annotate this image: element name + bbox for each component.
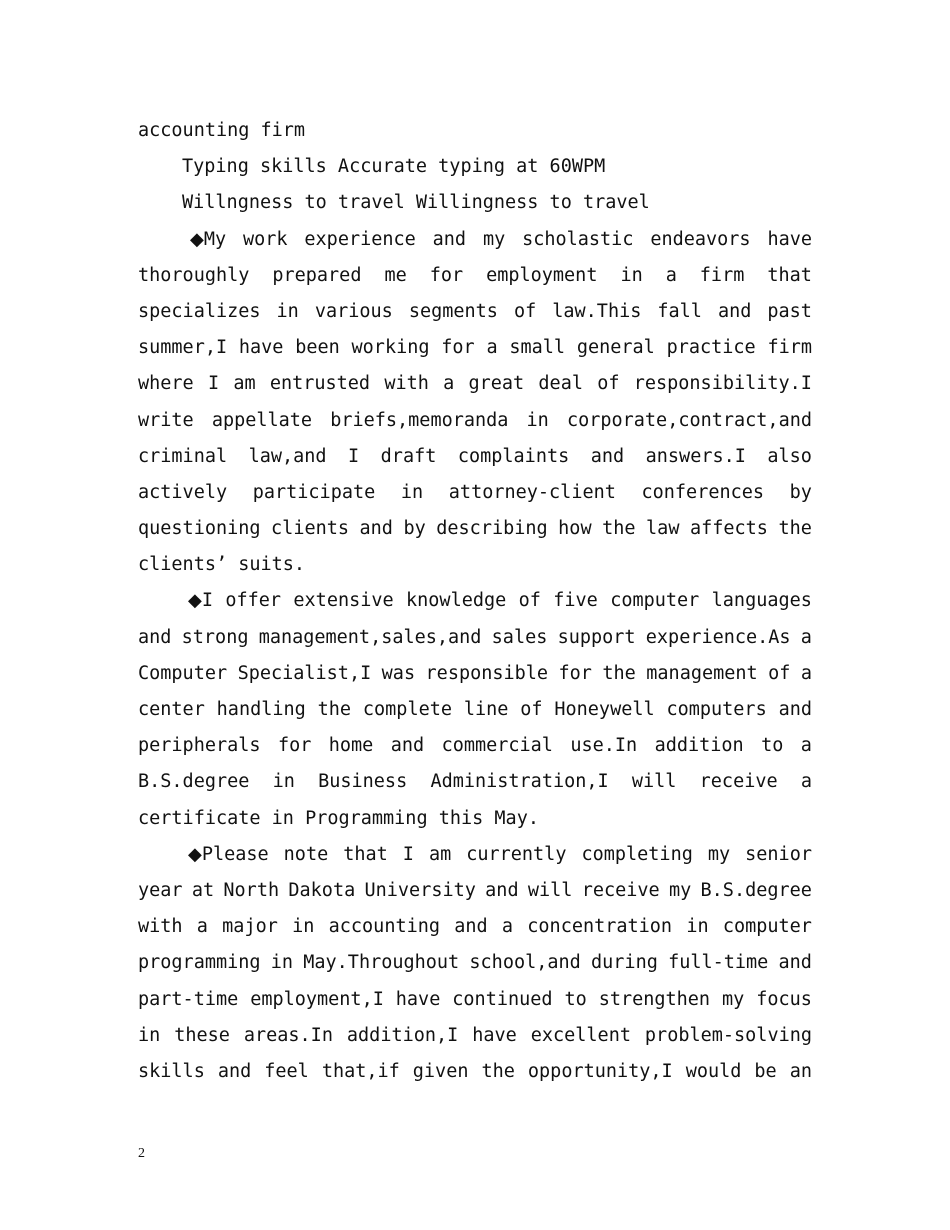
word: and <box>778 952 812 974</box>
word: opportunity,I <box>527 1060 673 1082</box>
text-line <box>138 945 812 981</box>
word: a <box>800 735 812 757</box>
word: with <box>384 373 429 395</box>
word: law,and <box>248 445 327 467</box>
word: of <box>768 662 791 684</box>
text-line <box>138 294 812 330</box>
word: a <box>501 916 514 938</box>
word: past <box>767 300 812 322</box>
word: complaints <box>457 445 570 467</box>
text-line <box>138 692 812 728</box>
word: conferences <box>641 481 765 503</box>
word: deal <box>538 373 583 395</box>
word: these <box>174 1024 230 1046</box>
word: knowledge <box>406 590 507 612</box>
word: and <box>359 518 393 540</box>
word: I <box>207 373 220 395</box>
word: that,if <box>321 1060 400 1082</box>
word: completing <box>581 843 693 865</box>
word: criminal <box>138 445 228 467</box>
word: May.Throughout <box>303 952 460 974</box>
word: computer <box>610 590 700 612</box>
word: experience <box>304 228 416 250</box>
word: was <box>381 662 416 684</box>
word: participate <box>252 481 376 503</box>
text-line <box>138 873 812 909</box>
word: employment <box>486 264 598 286</box>
text-line <box>138 330 812 366</box>
text-line: accounting firm <box>138 120 306 141</box>
word: complete <box>362 699 452 720</box>
word: and <box>485 879 519 901</box>
word: and <box>717 300 752 322</box>
word: actively <box>138 481 228 503</box>
word: responsibility.I <box>633 373 812 395</box>
word: strong <box>181 626 249 648</box>
word: commercial <box>441 735 553 757</box>
word: computer <box>722 916 812 938</box>
word: Business <box>318 771 408 793</box>
word: addition <box>654 735 744 757</box>
word: thoroughly <box>138 264 250 286</box>
word: for <box>277 735 312 757</box>
word: summer,I <box>138 337 228 359</box>
page-number: 2 <box>138 1146 145 1161</box>
word: the <box>602 662 636 684</box>
text-line <box>138 620 812 656</box>
word: a <box>486 337 498 359</box>
word: am <box>428 843 452 865</box>
word: where <box>138 373 194 395</box>
text-line: certificate in Programming this May. <box>138 807 539 829</box>
word: a <box>443 373 455 395</box>
word: firm <box>767 337 812 359</box>
word: and <box>432 228 467 250</box>
word: the <box>778 518 812 540</box>
word: for <box>429 264 464 286</box>
word: offer <box>225 590 282 612</box>
text-line: Typing skills Accurate typing at 60WPM <box>182 156 606 178</box>
word: during <box>591 952 658 974</box>
word: handling <box>216 699 306 720</box>
word: questioning <box>138 518 261 540</box>
word: strengthen <box>598 988 711 1010</box>
word: five <box>553 590 598 612</box>
word: peripherals <box>138 735 261 757</box>
word: have <box>472 1024 517 1046</box>
word: in <box>276 300 299 322</box>
word: by <box>403 518 426 540</box>
word: have <box>238 337 284 359</box>
word: have <box>767 228 812 250</box>
word: answers.I <box>645 445 746 467</box>
word: B.S.degree <box>138 771 250 793</box>
word: endeavors <box>650 228 751 250</box>
word: University <box>364 879 476 901</box>
word: been <box>295 337 340 359</box>
text-line <box>138 656 812 692</box>
text-line: clients’ suits. <box>138 554 306 576</box>
word: an <box>789 1060 812 1082</box>
word: specializes <box>138 300 261 322</box>
word: and <box>138 626 172 648</box>
word: skills <box>138 1060 205 1082</box>
word: home <box>328 735 374 757</box>
word: have <box>395 988 441 1010</box>
text-line <box>138 403 812 439</box>
word: prepared <box>272 264 362 286</box>
text-line <box>138 475 812 511</box>
word: of <box>513 300 537 322</box>
word: management <box>646 662 758 684</box>
word: in <box>686 916 709 938</box>
word: my <box>482 228 506 250</box>
word: Dakota <box>288 879 356 901</box>
paragraph-first-line <box>138 222 812 258</box>
word: of <box>520 699 543 720</box>
bullet-diamond-icon: ◆I <box>188 590 213 612</box>
word: of <box>597 373 620 395</box>
word: I <box>402 843 414 865</box>
text-line <box>138 728 812 764</box>
word: extensive <box>293 590 394 612</box>
word: given <box>412 1060 469 1082</box>
word: accounting <box>328 916 441 938</box>
word: concentration <box>527 916 673 938</box>
word: for <box>441 337 475 359</box>
word: B.S.degree <box>700 879 812 901</box>
word: my <box>707 843 731 865</box>
word: school,and <box>469 952 581 974</box>
word: my <box>722 988 745 1010</box>
word: by <box>789 481 812 503</box>
text-line <box>138 511 812 547</box>
paragraph-first-line <box>138 837 812 873</box>
word: and <box>390 735 425 757</box>
word: and <box>590 445 625 467</box>
word: currently <box>466 843 567 865</box>
word: be <box>754 1060 777 1082</box>
word: Computer <box>138 662 228 684</box>
word: fall <box>657 300 702 322</box>
word: in <box>400 481 424 503</box>
word: describing <box>436 518 548 540</box>
word: in <box>526 409 549 431</box>
word: addition,I <box>346 1024 459 1046</box>
word: in <box>270 952 294 974</box>
text-line <box>138 1018 812 1054</box>
word: North <box>223 879 280 901</box>
word: write <box>138 409 194 431</box>
word: attorney-client <box>448 481 616 503</box>
word: will <box>527 879 573 901</box>
word: continued <box>452 988 553 1010</box>
word: with <box>138 916 183 938</box>
word: that <box>343 843 388 865</box>
word: at <box>191 879 215 901</box>
word: work <box>242 228 288 250</box>
word: center <box>138 699 205 720</box>
word: entrusted <box>269 373 371 395</box>
word: sales <box>491 626 548 648</box>
word: law.This <box>552 300 642 322</box>
word: a <box>665 264 677 286</box>
word: and <box>217 1060 252 1082</box>
word: will <box>631 771 677 793</box>
word: responsible <box>425 662 549 684</box>
word: feel <box>264 1060 309 1082</box>
word: practice <box>666 337 756 359</box>
word: and <box>454 916 488 938</box>
paragraph-first-line <box>138 583 812 619</box>
text-line <box>138 982 812 1018</box>
word: problem-solving <box>644 1024 812 1046</box>
text-line <box>138 366 812 402</box>
word: for <box>558 662 592 684</box>
word: the <box>481 1060 515 1082</box>
word: would <box>685 1060 742 1082</box>
word: part-time <box>138 988 239 1010</box>
word: briefs,memoranda <box>330 409 509 431</box>
word: employment,I <box>250 988 384 1010</box>
word: corporate,contract,and <box>566 409 812 431</box>
word: also <box>767 445 812 467</box>
word: affects <box>689 518 768 540</box>
word: small <box>509 337 566 359</box>
word: senior <box>745 843 812 865</box>
word: excellent <box>530 1024 631 1046</box>
word: in <box>272 771 295 793</box>
word: year <box>138 879 183 901</box>
word: scholastic <box>522 228 634 250</box>
word: line <box>463 699 509 720</box>
word: how <box>558 518 592 540</box>
word: law <box>646 518 680 540</box>
word: languages <box>711 590 812 612</box>
word: in <box>292 916 315 938</box>
word: firm <box>699 264 745 286</box>
text-line <box>138 439 812 475</box>
word: full-time <box>668 952 769 974</box>
word: me <box>384 264 407 286</box>
word: use.In <box>570 735 638 757</box>
word: major <box>222 916 278 938</box>
word: of <box>518 590 541 612</box>
word: clients <box>271 518 350 540</box>
word: appellate <box>211 409 313 431</box>
word: to <box>564 988 587 1010</box>
word: a <box>800 771 812 793</box>
word: various <box>314 300 393 322</box>
word: draft <box>380 445 437 467</box>
body-text <box>138 113 812 1090</box>
word: in <box>138 1024 161 1046</box>
word: Honeywell <box>554 699 655 720</box>
word: Specialist,I <box>237 662 372 684</box>
bullet-diamond-icon: ◆Please <box>188 843 269 865</box>
word: in <box>620 264 643 286</box>
word: management,sales,and <box>258 626 482 648</box>
word: Administration,I <box>430 771 609 793</box>
word: great <box>468 373 525 395</box>
word: support <box>557 626 636 648</box>
text-line <box>138 764 812 800</box>
word: I <box>348 445 360 467</box>
word: am <box>233 373 256 395</box>
word: computers <box>666 699 767 720</box>
word: the <box>602 518 636 540</box>
word: focus <box>756 988 812 1010</box>
word: note <box>283 843 329 865</box>
text-line <box>138 1054 812 1090</box>
word: experience.As <box>645 626 791 648</box>
bullet-diamond-icon: ◆My <box>190 228 227 250</box>
word: a <box>800 662 812 684</box>
word: programming <box>138 952 261 974</box>
word: working <box>351 337 430 359</box>
word: general <box>576 337 655 359</box>
word: that <box>767 264 812 286</box>
text-line <box>138 258 812 294</box>
word: areas.In <box>243 1024 333 1046</box>
text-line: Willngness to travel Willingness to travel <box>182 192 650 214</box>
word: a <box>196 916 208 938</box>
word: segments <box>408 300 498 322</box>
word: a <box>800 626 812 648</box>
word: receive <box>581 879 660 901</box>
word: receive <box>699 771 778 793</box>
word: to <box>761 735 784 757</box>
text-line <box>138 909 812 945</box>
word: my <box>668 879 692 901</box>
word: the <box>317 699 352 720</box>
word: and <box>778 699 812 720</box>
